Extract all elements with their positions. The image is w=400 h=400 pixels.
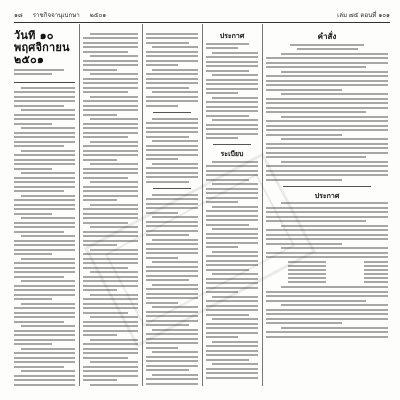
text-line	[146, 78, 198, 80]
text-line	[266, 165, 388, 167]
text-line	[14, 316, 75, 318]
text-line	[206, 128, 258, 130]
text-line	[206, 345, 258, 347]
text-line	[83, 114, 117, 116]
text-line	[206, 88, 258, 90]
text-line	[90, 384, 138, 386]
text-line	[266, 313, 388, 315]
section-heading: ประกาศ	[314, 191, 340, 200]
text-line	[90, 118, 138, 120]
text-line	[266, 336, 388, 338]
text-line	[266, 309, 388, 311]
text-line	[206, 359, 249, 361]
text-line	[212, 97, 258, 99]
text-line	[297, 48, 358, 50]
text-line	[14, 226, 75, 228]
text-line	[146, 87, 189, 89]
text-line	[14, 352, 75, 354]
text-line	[83, 154, 138, 156]
text-line	[14, 154, 75, 156]
text-line	[21, 172, 75, 174]
text-line	[90, 33, 138, 35]
text-line	[146, 145, 198, 147]
text-line	[14, 199, 75, 201]
text-line	[14, 357, 75, 359]
text-line	[14, 240, 75, 242]
text-line	[83, 334, 117, 336]
text-line	[266, 170, 388, 172]
section-heading: คำสั่ง	[317, 32, 337, 41]
text-line	[14, 145, 64, 147]
text-line	[146, 42, 189, 44]
text-line	[14, 132, 75, 134]
text-line	[83, 91, 128, 93]
text-line	[83, 145, 138, 147]
text-line	[90, 73, 138, 75]
text-line	[266, 111, 366, 113]
text-line	[21, 370, 75, 372]
section-divider	[283, 186, 371, 187]
text-line	[146, 347, 178, 349]
text-line	[206, 43, 249, 45]
text-line	[21, 303, 75, 305]
text-line	[14, 294, 75, 296]
text-line	[90, 96, 138, 98]
text-line	[206, 336, 238, 338]
text-line	[212, 74, 258, 76]
text-line	[21, 195, 75, 197]
text-line	[83, 370, 138, 372]
text-line	[206, 124, 258, 126]
text-line	[146, 365, 198, 367]
text-line	[152, 46, 198, 48]
listing-table	[288, 261, 388, 283]
text-line	[206, 133, 258, 135]
text-line	[146, 96, 198, 98]
text-line	[14, 163, 75, 165]
header-center-label: ๒๕๐๑	[89, 12, 107, 19]
text-line	[146, 167, 198, 169]
text-line	[14, 267, 75, 269]
text-line	[266, 152, 388, 154]
text-line	[83, 82, 138, 84]
text-line	[266, 75, 388, 77]
text-line	[83, 136, 128, 138]
text-line	[152, 351, 198, 353]
text-line	[266, 143, 388, 145]
text-line	[206, 137, 238, 139]
text-line	[14, 136, 75, 138]
text-line	[281, 71, 388, 73]
masthead-title: วันที่ ๑๐ พฤศจิกายน ๒๕๐๑	[14, 30, 70, 66]
text-line	[83, 159, 117, 161]
text-line	[146, 51, 198, 53]
text-line	[266, 331, 388, 333]
text-line	[83, 172, 138, 174]
text-line	[146, 64, 178, 66]
text-line	[266, 62, 388, 64]
text-line	[281, 93, 388, 95]
text-line	[281, 304, 388, 306]
text-line	[206, 332, 258, 334]
header-issue-no: ๑๘	[14, 12, 23, 19]
text-line	[14, 222, 75, 224]
text-line	[21, 87, 75, 89]
text-line	[206, 83, 258, 85]
header-date: เล่ม ๗๕ ตอนที่ ๑๐๑	[337, 12, 390, 19]
text-line	[83, 190, 138, 192]
header-volume: ราชกิจจานุเบกษา	[32, 12, 80, 19]
text-line	[266, 300, 366, 302]
text-line	[83, 199, 117, 201]
text-line	[14, 312, 75, 314]
text-line	[146, 154, 198, 156]
text-line	[83, 109, 138, 111]
text-line	[14, 343, 52, 345]
text-line	[14, 334, 75, 336]
text-line	[14, 114, 75, 116]
text-line	[90, 181, 138, 183]
text-line	[83, 132, 138, 134]
text-line	[14, 186, 75, 188]
text-line	[14, 361, 75, 363]
text-line	[212, 341, 258, 343]
text-line	[146, 383, 198, 385]
text-line	[152, 163, 198, 165]
text-line	[83, 37, 138, 39]
text-line	[206, 92, 238, 94]
text-line	[21, 280, 75, 282]
text-line	[83, 150, 138, 152]
text-line	[83, 42, 138, 44]
text-line	[90, 55, 138, 57]
text-line	[83, 375, 138, 377]
text-line	[146, 73, 198, 75]
text-line	[14, 177, 75, 179]
text-line	[14, 105, 64, 107]
text-line	[14, 213, 52, 215]
text-line	[152, 374, 198, 376]
text-line	[290, 44, 363, 46]
text-line	[90, 361, 138, 363]
text-line	[266, 120, 388, 122]
text-line	[21, 109, 75, 111]
text-line	[146, 356, 198, 358]
text-line	[14, 159, 75, 161]
text-line	[21, 235, 75, 237]
text-line	[152, 91, 198, 93]
text-line	[14, 289, 75, 291]
text-line	[83, 51, 128, 53]
text-line	[90, 163, 138, 165]
text-line	[21, 127, 75, 129]
text-line	[83, 208, 138, 210]
text-line	[281, 202, 388, 204]
text-line	[83, 168, 138, 170]
text-line	[83, 100, 138, 102]
text-line	[83, 357, 128, 359]
text-line	[152, 118, 198, 120]
text-line	[14, 271, 75, 273]
text-line	[206, 101, 258, 103]
text-line	[14, 253, 52, 255]
text-line	[21, 258, 75, 260]
text-line	[14, 73, 52, 75]
text-line	[14, 118, 75, 120]
text-line	[266, 102, 388, 104]
text-line	[266, 89, 342, 91]
text-line	[14, 204, 75, 206]
text-line	[266, 295, 388, 297]
text-line	[146, 37, 198, 39]
text-line	[281, 161, 388, 163]
text-line	[146, 55, 198, 57]
text-line	[146, 176, 198, 178]
text-line	[206, 354, 258, 356]
text-line	[83, 64, 138, 66]
text-line	[146, 105, 178, 107]
text-line	[146, 360, 198, 362]
text-line	[14, 379, 75, 381]
page-header	[14, 8, 390, 23]
section-heading: ประกาศ	[219, 32, 245, 40]
text-line	[206, 368, 258, 370]
text-line	[212, 318, 258, 320]
text-line	[266, 80, 388, 82]
text-line	[14, 69, 64, 71]
text-line	[206, 377, 258, 379]
text-line	[206, 323, 258, 325]
text-line	[14, 384, 75, 386]
text-line	[90, 141, 138, 143]
text-line	[281, 138, 388, 140]
text-line	[212, 52, 258, 54]
text-line	[206, 70, 249, 72]
section-divider	[153, 188, 190, 189]
text-line	[266, 291, 388, 293]
text-line	[83, 69, 117, 71]
text-line	[212, 119, 258, 121]
text-line	[152, 69, 198, 71]
text-line	[14, 231, 64, 233]
text-line	[146, 149, 198, 151]
text-line	[266, 147, 388, 149]
text-line	[281, 286, 388, 288]
section-divider	[213, 144, 250, 145]
text-column-1	[14, 30, 75, 388]
text-line	[266, 156, 366, 158]
text-line	[83, 60, 138, 62]
text-line	[146, 100, 198, 102]
text-line	[83, 348, 138, 350]
text-line	[83, 186, 138, 188]
text-line	[14, 244, 75, 246]
text-line	[206, 56, 258, 58]
text-line	[14, 298, 52, 300]
text-line	[146, 33, 198, 35]
text-line	[146, 369, 189, 371]
text-line	[266, 129, 388, 131]
text-line	[14, 307, 75, 309]
text-line	[83, 87, 138, 89]
text-line	[83, 78, 138, 80]
text-line	[206, 65, 258, 67]
text-line	[21, 325, 75, 327]
text-line	[146, 127, 198, 129]
table-row	[288, 265, 388, 267]
text-line	[14, 375, 75, 377]
text-line	[14, 321, 64, 323]
text-line	[83, 213, 138, 215]
text-line	[21, 348, 75, 350]
text-line	[83, 46, 138, 48]
text-line	[281, 327, 388, 329]
text-line	[206, 110, 258, 112]
text-line	[146, 158, 178, 160]
text-line	[14, 285, 75, 287]
text-line	[83, 105, 138, 107]
text-line	[206, 61, 258, 63]
text-line	[146, 136, 189, 138]
text-line	[152, 140, 198, 142]
text-line	[21, 217, 75, 219]
text-line	[90, 204, 138, 206]
text-line	[146, 181, 189, 183]
section-divider	[153, 112, 190, 113]
text-line	[266, 66, 366, 68]
text-line	[266, 125, 388, 127]
text-line	[206, 115, 249, 117]
text-line	[146, 131, 198, 133]
text-line	[266, 174, 388, 176]
text-line	[212, 363, 258, 365]
text-line	[146, 60, 198, 62]
text-line	[266, 57, 388, 59]
table-row	[288, 269, 388, 271]
text-line	[266, 107, 388, 109]
text-line	[14, 366, 64, 368]
text-line	[14, 168, 52, 170]
text-line	[266, 84, 388, 86]
text-line	[206, 372, 258, 374]
text-line	[14, 262, 75, 264]
text-line	[83, 379, 117, 381]
text-line	[83, 352, 138, 354]
text-line	[14, 96, 75, 98]
text-line	[206, 106, 258, 108]
text-line	[14, 100, 75, 102]
table-row	[288, 281, 388, 283]
text-line	[206, 327, 258, 329]
text-line	[14, 339, 75, 341]
text-line	[146, 122, 198, 124]
text-line	[14, 190, 64, 192]
text-line	[146, 82, 198, 84]
text-line	[281, 116, 388, 118]
text-line	[83, 177, 128, 179]
section-heading: ระเบียบ	[220, 150, 244, 158]
text-line	[266, 318, 388, 320]
text-line	[14, 141, 75, 143]
text-line	[14, 330, 75, 332]
text-line	[266, 134, 342, 136]
text-line	[14, 276, 64, 278]
text-line	[14, 249, 75, 251]
column-rule	[79, 24, 80, 386]
text-line	[14, 208, 75, 210]
text-line	[83, 195, 138, 197]
text-line	[21, 150, 75, 152]
text-line	[266, 98, 388, 100]
text-line	[146, 172, 198, 174]
text-line	[83, 123, 138, 125]
text-line	[14, 123, 52, 125]
text-line	[206, 79, 258, 81]
text-line	[206, 350, 258, 352]
text-line	[281, 53, 388, 55]
table-row	[288, 277, 388, 279]
text-line	[146, 378, 198, 380]
text-line	[266, 322, 342, 324]
text-line	[14, 181, 75, 183]
text-line	[14, 91, 75, 93]
text-line	[206, 47, 238, 49]
table-row	[288, 273, 388, 275]
text-line	[83, 366, 138, 368]
masthead-box	[14, 30, 75, 83]
text-line	[83, 127, 138, 129]
text-line	[206, 314, 249, 316]
